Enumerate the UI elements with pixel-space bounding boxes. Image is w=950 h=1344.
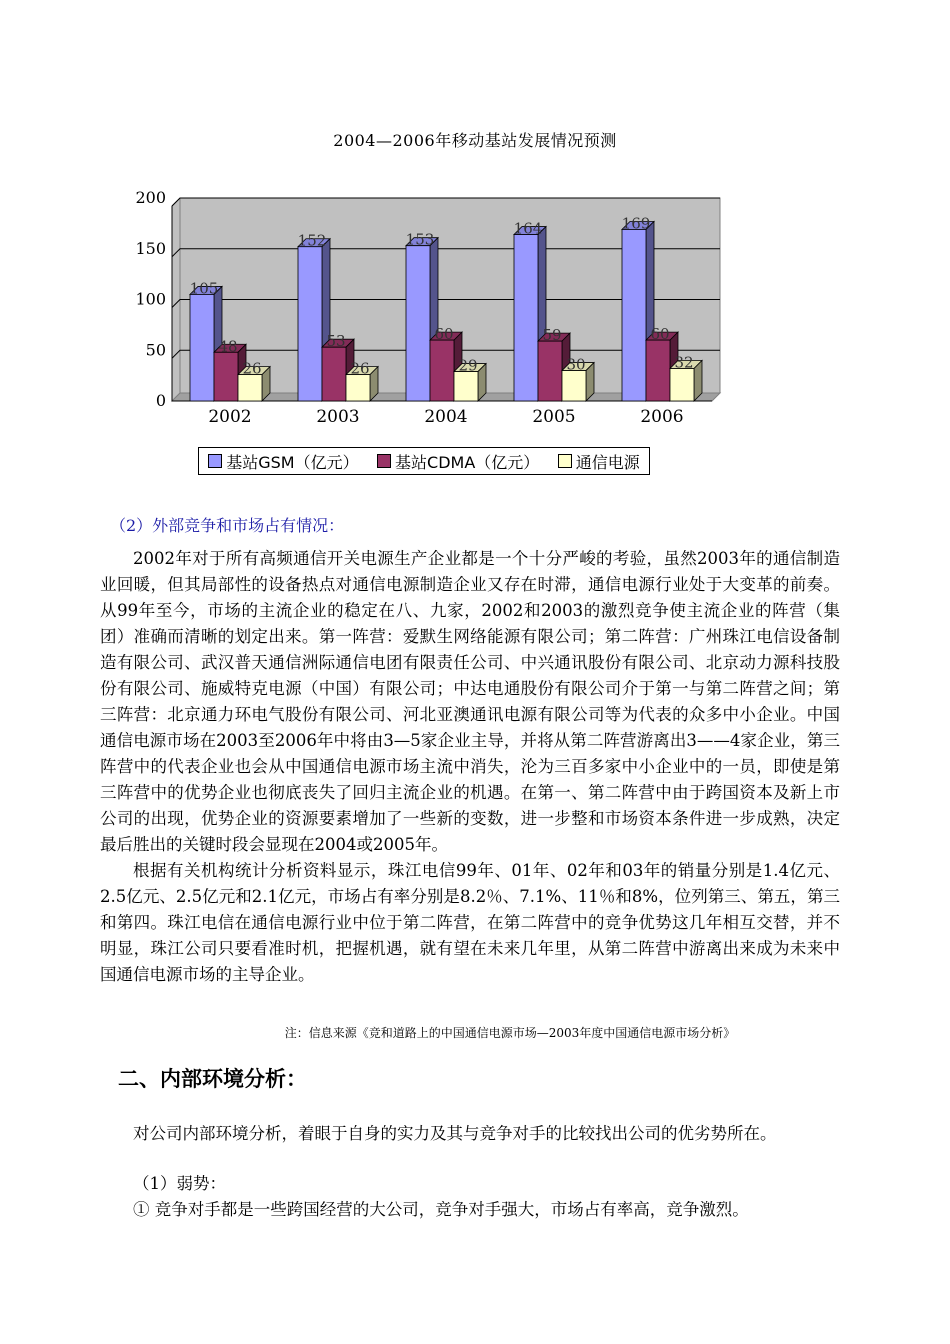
data-label: 53 (326, 332, 346, 351)
y-tick-label: 50 (145, 340, 166, 360)
chart-title: 2004—2006年移动基站发展情况预测 (333, 131, 617, 150)
bar (514, 235, 538, 401)
data-label: 169 (621, 214, 651, 233)
legend-item-cdma (377, 450, 539, 473)
bar (622, 229, 646, 401)
x-tick-label: 2002 (208, 407, 252, 427)
legend-item-power (558, 450, 640, 473)
data-label: 60 (650, 325, 670, 344)
legend-swatch-power (558, 454, 572, 468)
bar (670, 369, 694, 401)
bar (430, 340, 454, 401)
bar (298, 247, 322, 401)
bar (538, 341, 562, 401)
bar (238, 375, 262, 401)
data-label: 153 (405, 230, 435, 249)
bar (454, 372, 478, 401)
data-label: 60 (434, 325, 454, 344)
data-label: 26 (350, 359, 370, 378)
bar (190, 294, 214, 401)
x-tick-label: 2004 (424, 407, 468, 427)
bar (346, 375, 370, 401)
bar (406, 246, 430, 401)
legend-label-gsm: 基站GSM（亿元） (226, 452, 359, 472)
weakness-item-1: ① 竞争对手都是一些跨国经营的大公司，竞争对手强大，市场占有率高，竞争激烈。 (133, 1200, 749, 1219)
data-label: 152 (297, 231, 327, 250)
bar (322, 347, 346, 401)
source-note: 注：信息来源《竞和道路上的中国通信电源市场—2003年度中国通信电源市场分析》 (284, 1026, 736, 1040)
legend-swatch-cdma (377, 454, 391, 468)
section-heading-competition: （2）外部竞争和市场占有情况： (110, 516, 345, 535)
y-tick-label: 0 (155, 391, 166, 410)
data-label: 105 (189, 279, 219, 298)
paragraph-internal: 对公司内部环境分析，着眼于自身的实力及其与竞争对手的比较找出公司的优劣势所在。 (133, 1124, 777, 1143)
bar (646, 340, 670, 401)
bar-chart (120, 180, 720, 427)
y-tick-label: 200 (135, 188, 166, 207)
paragraph-competition: 2002年对于所有高频通信开关电源生产企业都是一个十分严峻的考验，虽然2003年的通信制造业回暖，但其局部性的设备热点对通信电源制造企业又存在时滞，通信电源行业处于大变革的前奏。从99年至今，市场的主流企业的稳定在八、九家，2002和2003的激烈竞争使主流企业的阵营（集团）准确而清晰的划定出来。第一阵营：爱默生网络能源有限公司；第二阵营：广州珠江电信设备制造有限公司、武汉普天通信洲际通信电团有限责任公司、中兴通讯股份有限公司、北京动力源科技股份有限公司、施威特克电源（中国）有限公司；中达电通股份有限公司介于第一与第二阵营之间；第三阵营：北京通力环电气股份有限公司、河北亚澳通讯电源有限公司等为代表的众多中小企业。中国通信电源市场在2003至2006年中将由3—5家企业主导，并将从第二阵营游离出3——4家企业，第三阵营中的代表企业也会从中国通信电源市场主流中消失，沦为三百多家中小企业中的一员，即使是第三阵营中的优势企业也彻底丧失了回归主流企业的机遇。在第一、第二阵营中由于跨国资本及新上市公司的出现，优势企业的资源要素增加了一些新的变数，进一步整和市场资本条件进一步成熟，决定最后胜出的关键时段会显现在2004或2005年。 (100, 549, 840, 854)
legend-swatch-gsm (208, 454, 222, 468)
heading-internal-analysis: 二、内部环境分析： (118, 1067, 307, 1091)
bar (214, 352, 238, 401)
x-tick-label: 2005 (532, 407, 576, 427)
data-label: 59 (542, 326, 562, 345)
legend-label-power: 通信电源 (575, 452, 640, 472)
data-label: 48 (218, 337, 238, 356)
x-tick-label: 2003 (316, 407, 360, 427)
chart-legend (198, 447, 650, 475)
data-label: 164 (513, 219, 543, 238)
data-label: 30 (566, 355, 586, 374)
y-tick-label: 150 (135, 238, 166, 258)
data-label: 26 (242, 359, 262, 378)
competition-body (100, 546, 840, 988)
legend-label-cdma: 基站CDMA（亿元） (395, 452, 540, 472)
data-label: 32 (674, 353, 694, 372)
paragraph-market-share: 根据有关机构统计分析资料显示，珠江电信99年、01年、02年和03年的销量分别是1.4亿元、2.5亿元、2.5亿元和2.1亿元，市场占有率分别是8.2％、7.1%、11％和8%，位列第三、第五，第三和第四。珠江电信在通信电源行业中位于第二阵营，在第二阵营中的竞争优势这几年相互交替，并不明显，珠江公司只要看准时机，把握机遇，就有望在未来几年里，从第二阵营中游离出来成为未来中国通信电源市场的主导企业。 (100, 861, 840, 984)
weakness-heading: （1）弱势： (133, 1174, 226, 1193)
y-tick-label: 100 (135, 289, 166, 309)
bar (562, 371, 586, 401)
legend-item-gsm (208, 450, 358, 473)
data-label: 29 (458, 356, 478, 375)
x-tick-label: 2006 (640, 407, 684, 427)
